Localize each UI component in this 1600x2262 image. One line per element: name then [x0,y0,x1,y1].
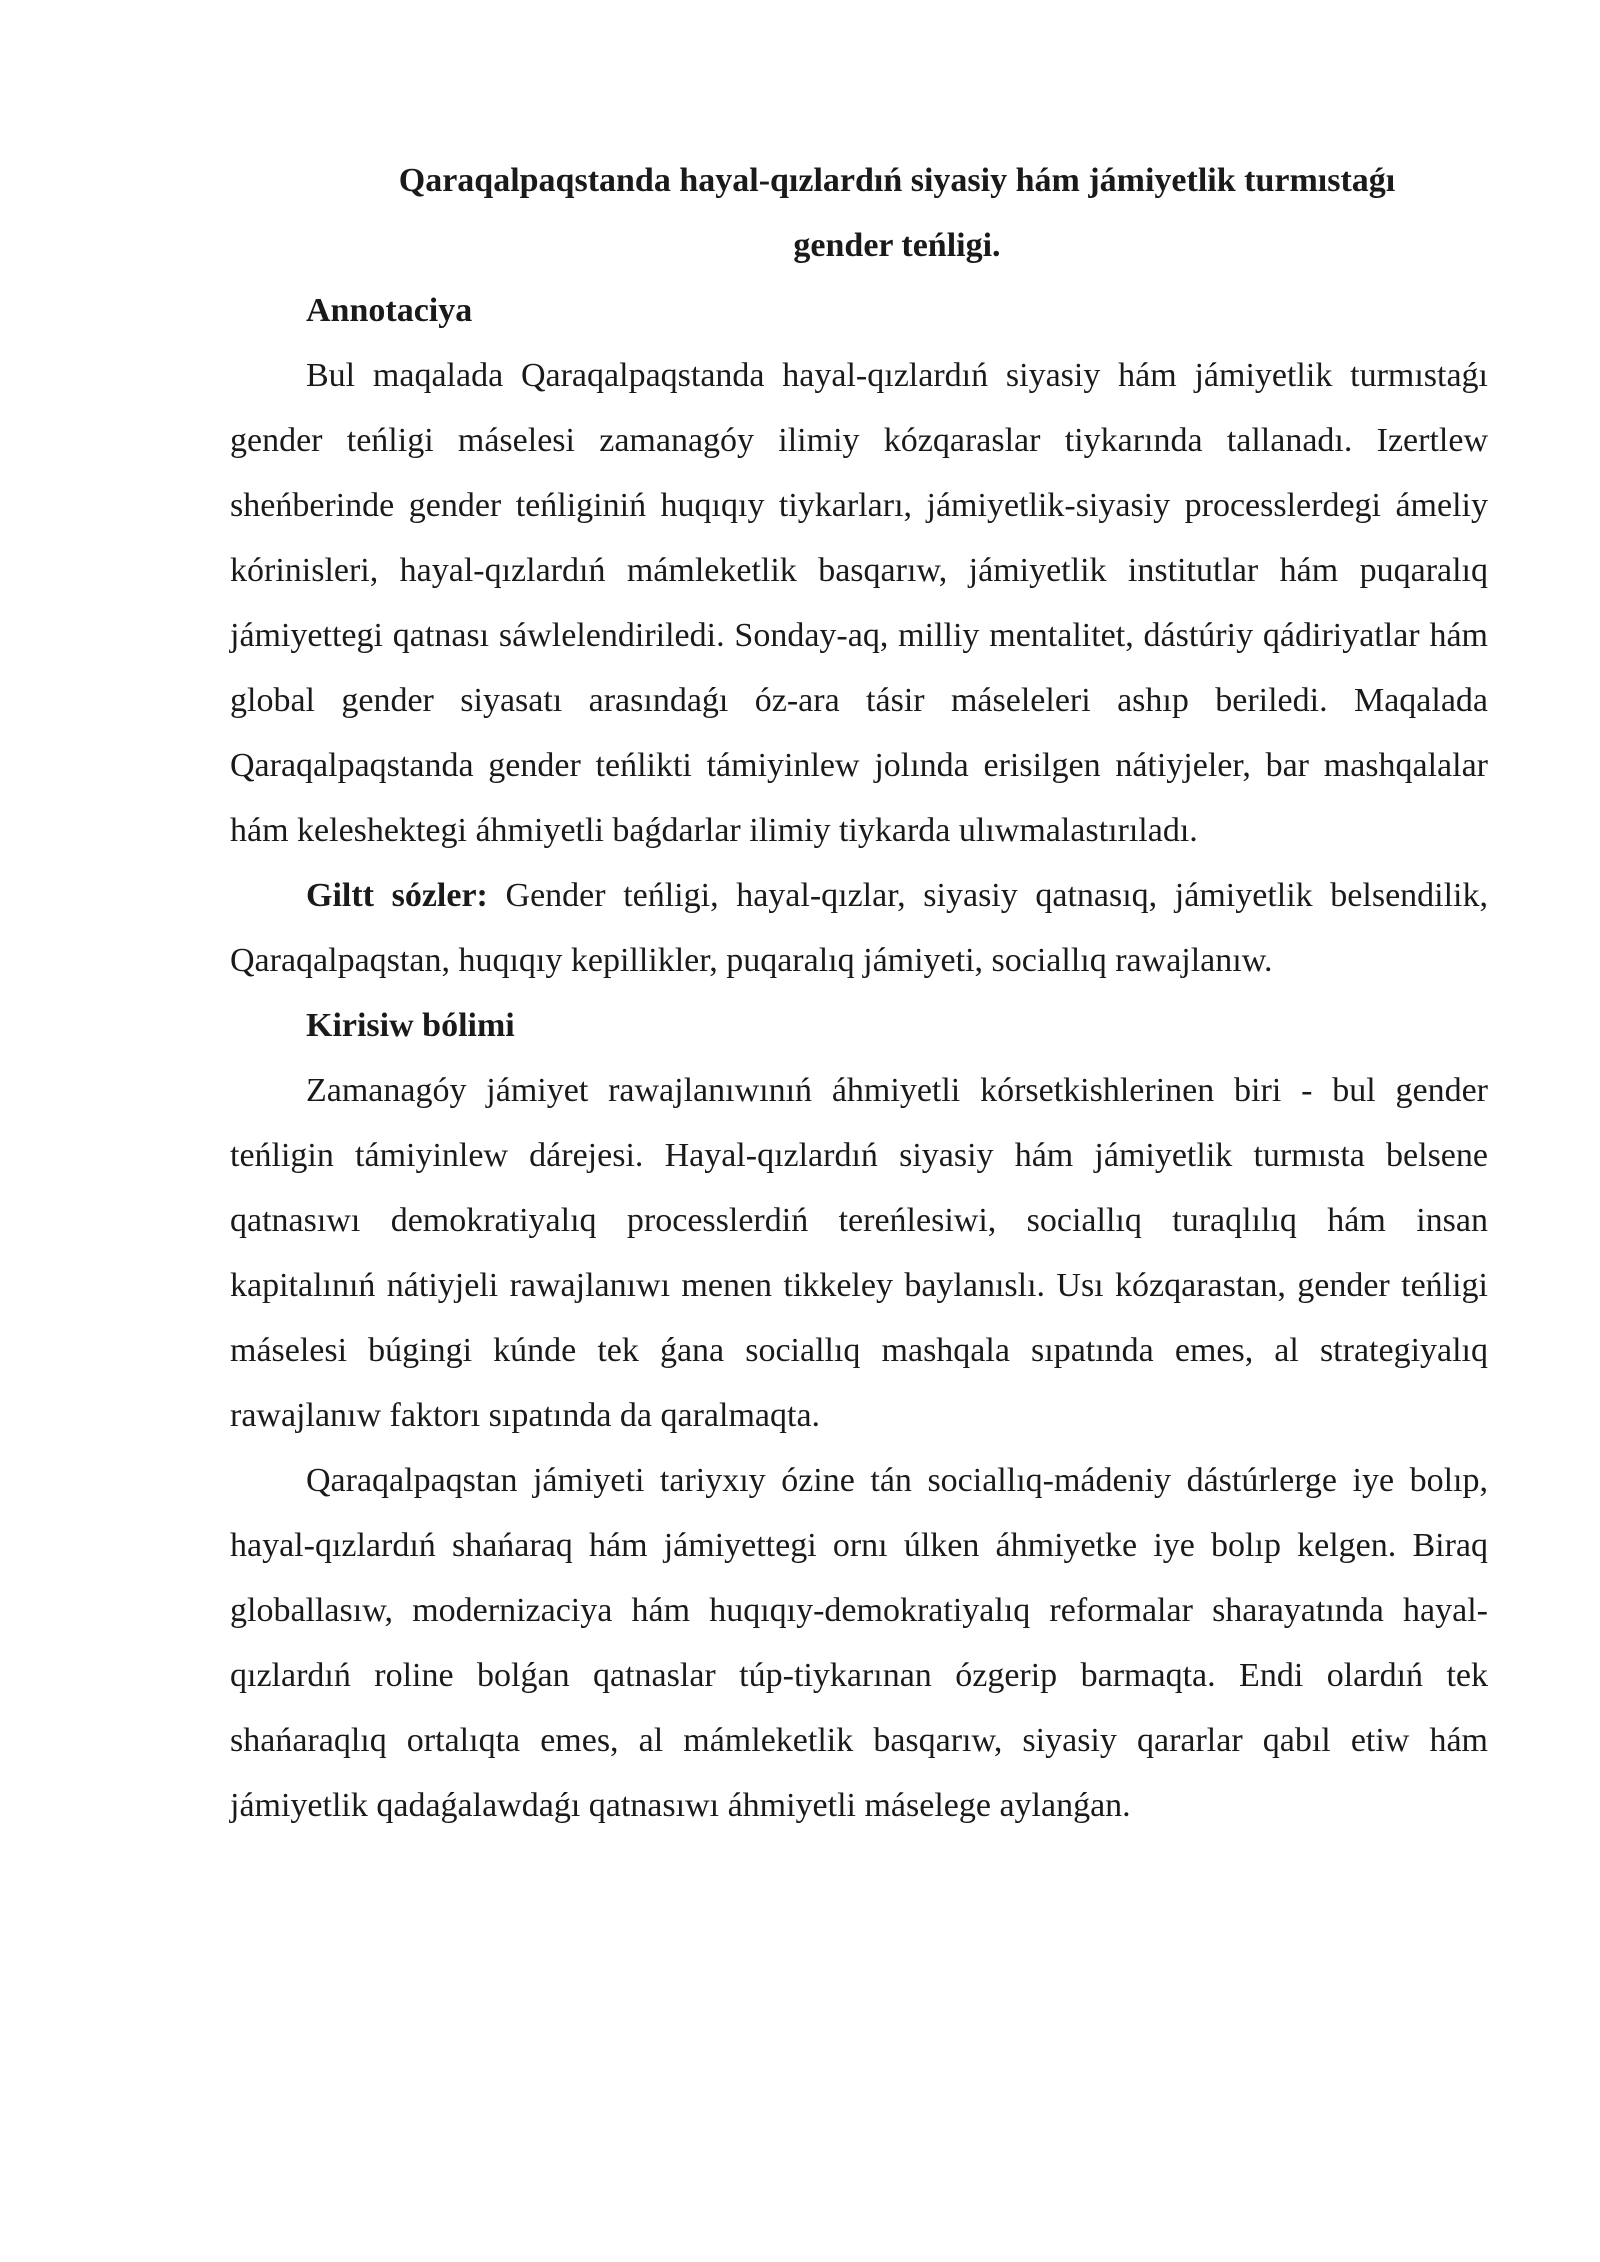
introduction-paragraph: Zamanagóy jámiyet rawajlanıwınıń áhmiyetli kórsetkishlerinen biri - bul gender teńligin támiyinlew dárejesi. Hayal-qızlardıń siyasiy hám jámiyetlik turmısta belsene qatnasıwı demokratiyalıq processlerdiń tereńlesiwi, sociallıq turaqlılıq hám insan kapitalınıń nátiyjeli rawajlanıwı menen tikkeley baylanıslı. Usı kózqarastan, gender teńligi máselesi búgingi kúnde tek ǵana sociallıq mashqala sıpatında emes, al strategiyalıq rawajlanıw faktorı sıpatında da qaralmaqta. [230,1072,1488,1434]
title-line-2: gender teńligi. [793,227,1001,264]
document-title [230,148,1488,278]
introduction-paragraph: Qaraqalpaqstan jámiyeti tariyxıy ózine tán sociallıq-mádeniy dástúrlerge iye bolıp, hayal-qızlardıń shańaraq hám jámiyettegi ornı úlken áhmiyetke iye bolıp kelgen. Biraq globallasıw, modernizaciya hám huqıqıy-demokratiyalıq reformalar sharayatında hayal-qızlardıń roline bolǵan qatnaslar túp-tiykarınan ózgerip barmaqta. Endi olardıń tek shańaraqlıq ortalıqta emes, al mámleketlik basqarıw, siyasiy qararlar qabıl etiw hám jámiyetlik qadaǵalawdaǵı qatnasıwı áhmiyetli máselege aylanǵan. [230,1462,1488,1824]
keywords-label: Giltt sózler: [306,877,488,914]
annotation-paragraph: Bul maqalada Qaraqalpaqstanda hayal-qızlardıń siyasiy hám jámiyetlik turmıstaǵı gender teńligi máselesi zamanagóy ilimiy kózqaraslar tiykarında tallanadı. Izertlew sheńberinde gender teńliginiń huqıqıy tiykarları, jámiyetlik-siyasiy processlerdegi ámeliy kórinisleri, hayal-qızlardıń mámleketlik basqarıw, jámiyetlik institutlar hám puqaralıq jámiyettegi qatnası sáwlelendiriledi. Sonday-aq, milliy mentalitet, dástúriy qádiriyatlar hám global gender siyasatı arasındaǵı óz-ara tásir máseleleri ashıp beriledi. Maqalada Qaraqalpaqstanda gender teńlikti támiyinlew jolında erisilgen nátiyjeler, bar mashqalalar hám keleshektegi áhmiyetli baǵdarlar ilimiy tiykarda ulıwmalastırıladı. [230,357,1488,849]
title-line-1: Qaraqalpaqstanda hayal-qızlardıń siyasiy hám jámiyetlik turmıstaǵı [398,162,1396,199]
keywords-text: Gender teńligi, hayal-qızlar, siyasiy qatnasıq, jámiyetlik belsendilik, Qaraqalpaqstan, huqıqıy kepillikler, puqaralıq jámiyeti, sociallıq rawajlanıw. [230,877,1488,979]
keywords-paragraph [230,863,1488,993]
annotation-heading: Annotaciya [306,292,473,329]
document-page [230,148,1488,1838]
introduction-heading: Kirisiw bólimi [306,1007,515,1044]
